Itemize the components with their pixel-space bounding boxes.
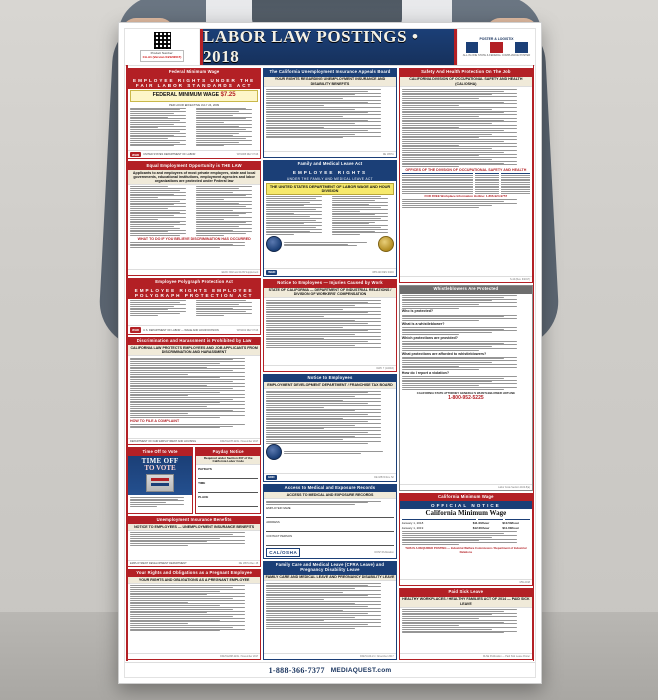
panel-subtitle: EMPLOYMENT DEVELOPMENT DEPARTMENT / FRANCHISE TAX BOARD [264,382,395,389]
payday-field-input[interactable] [198,501,258,507]
panel-lead-text [402,295,530,308]
agency-name: EMPLOYMENT DEVELOPMENT DEPARTMENT [130,561,187,565]
panel-text-block [196,186,259,235]
panel-subtitle: Applicants to and employees of most private employers, state and local governments, educational institutions, employment agencies and labor organizations are protected under Federal law [128,170,260,185]
vote-headline-1: TIME OFF [141,456,179,465]
document-code: S-10 (Rev. 9/2017) [509,277,530,281]
flag-icon [466,42,528,53]
document-code: DFEH-100-21 / November 2017 [359,655,394,658]
panel-text-block [130,186,193,235]
panel-agency-footer [264,473,395,481]
wage-label: FEDERAL MINIMUM WAGE [152,92,220,99]
panel-unemployment-insurance-benefits [127,516,261,567]
district-office-table [402,173,530,193]
document-code: Labor Code Section 1102.8(a) [498,485,530,489]
panel-banner: OFFICIAL NOTICE [400,501,532,508]
payday-field-input[interactable] [198,473,258,479]
product-number-label: Product Number: [150,51,174,56]
panel-title: Notice to Employees [264,375,395,383]
panel-text-block [266,196,328,234]
vote-headline-2: TO VOTE [144,463,176,472]
agency-name: U.S. DEPARTMENT OF LABOR — WAGE AND HOUR DIVISION [143,328,219,332]
panel-title: Time Off to Vote [128,448,192,456]
panel-text-block [130,585,258,631]
payday-field-input[interactable] [198,487,258,493]
payday-field-label: TIME [198,481,206,486]
table-row [402,187,530,188]
panel-agency-footer [400,579,532,585]
department-seal-icon [266,236,282,252]
panel-text-block [130,424,258,428]
panel-equal-employment-opportunity [127,161,261,275]
record-field-label: EMPLOYER NAME [266,505,291,510]
panel-section-heading: Who is protected? [401,309,434,314]
labor-law-poster [118,22,542,684]
panel-text-block [130,108,193,146]
poster-brand: POSTER & LOGISTIX [479,37,514,41]
company-logo [331,667,392,674]
document-code: DFEH-E09P-ENG / November 2017 [220,655,259,658]
panel-family-and-medical-leave-act [263,160,396,277]
panel-text-block [284,451,393,454]
panel-section-heading: How do I report a violation? [401,370,450,375]
panel-employee-polygraph-protection-act [127,278,261,335]
panel-text-block [402,609,530,633]
record-field-label: ADDRESS [266,519,280,524]
panel-title: Family and Medical Leave Act [264,161,395,169]
panel-notice-to-employees [263,374,396,482]
panel-agency-footer [128,438,260,444]
panel-notice-to-employees-injuries [263,279,396,372]
table-row [402,177,530,178]
table-row [402,191,530,192]
document-code: DOSH Publication [374,550,394,554]
panel-text-block [196,108,259,146]
panel-rights-obligations-pregnant-employee [127,569,261,660]
table-row [402,526,530,530]
table-row [402,193,530,194]
panel-agency-footer [128,653,260,659]
document-code: DE 1857A [382,152,394,156]
panel-note: THIS IS A REQUIRED POSTING — Industrial Welfare Commission / Department of Industrial Relations [405,545,527,554]
document-code: DE 1857A Rev. 52 [374,475,394,479]
document-code: WH1462 REV 07/16 [236,328,259,332]
panel-subtitle: CALIFORNIA DIVISION OF OCCUPATIONAL SAFETY AND HEALTH (CAL/OSHA) [400,77,532,88]
table-row [402,189,530,190]
panel-subtitle: HEALTHY WORKPLACES / HEALTHY FAMILIES ACT OF 2014 — PAID SICK LEAVE [400,597,532,608]
panel-text-block [266,583,393,629]
panel-banner: EMPLOYEE RIGHTS EMPLOYEE POLYGRAPH PROTECTION ACT [128,286,260,298]
panel-agency-footer [400,484,532,490]
panel-section-heading: Which protections are provided? [401,335,458,340]
panel-text-block [402,357,530,370]
panel-text-block [266,300,393,347]
document-code: EEOC 9/02 and 11/09 Supplement [221,270,259,274]
panel-title: Your Rights and Obligations as a Pregnant Employee [128,570,260,578]
column-left [127,68,261,660]
hotline-title: CALIFORNIA STATE ATTORNEY GENERAL'S WHISTLEBLOWER HOTLINE [416,390,515,395]
column-middle [263,68,396,660]
table-header-row [402,173,530,174]
panel-subtitle: CALIFORNIA LAW PROTECTS EMPLOYEES AND JOB APPLICANTS FROM DISCRIMINATION AND HARASSMENT [128,345,260,356]
document-code: WH1420 REV 04/16 [372,270,394,274]
minimum-wage-band [130,90,258,101]
poster-title: LABOR LAW POSTINGS • 2018 [203,27,419,66]
panel-agency-footer [128,150,260,158]
panel-unemployment-insurance-notice [263,68,396,158]
hotline-number: 1-800-952-5225 [448,394,484,401]
panel-subtitle: NOTICE TO EMPLOYEES — UNEMPLOYMENT INSURANCE BENEFITS [128,524,260,531]
panel-safety-and-health-protection [399,68,533,283]
panel-text-block [130,358,258,418]
document-code: MW-2018 [519,581,530,585]
panel-agency-footer [400,276,532,282]
poster-brand-sub: ALL-IN-ONE STATE & FEDERAL COMPLIANCE POSTER [462,54,531,57]
panel-payday-notice [195,447,261,513]
panel-banner: EMPLOYEE RIGHTS UNDER THE FAIR LABOR STANDARDS ACT [128,77,260,89]
table-row [402,182,530,183]
panel-agency-footer [128,325,260,333]
agency-name: UNITED STATES DEPARTMENT OF LABOR [143,153,196,157]
panel-section-heading: What protections are afforded to whistleblowers? [401,351,487,356]
agency-tag: WHD [132,152,140,157]
panel-banner: EMPLOYEE RIGHTS [264,168,395,175]
poster-footer [125,662,535,677]
payday-field-label: PLACE [198,495,209,500]
panel-text-block [402,89,530,167]
agency-name: DEPARTMENT OF FAIR EMPLOYMENT AND HOUSING [130,440,197,444]
panel-title: Federal Minimum Wage [128,69,260,77]
poster-header-left [125,29,200,65]
document-code: DLSE Publication — Paid Sick Leave Poster [482,655,530,659]
panel-subtitle: Required under Section 207 of the California Labor Code [196,456,260,465]
panel-agency-footer [264,268,395,276]
panel-section-heading: WHAT TO DO IF YOU BELIEVE DISCRIMINATION HAS OCCURRED [137,236,251,241]
document-code: DWC 7 (1/2016) [376,366,394,370]
table-row [402,175,530,176]
panel-title: Unemployment Insurance Benefits [128,517,260,525]
document-code: DFEH-E07P-ENG / November 2017 [220,440,259,444]
company-logo-primary: MEDIA [330,666,353,674]
panel-title: The California Unemployment Insurance Appeals Board [264,69,395,77]
panel-title: Safety And Health Protection On The Job [400,69,532,77]
record-field-input[interactable] [266,512,393,518]
poster-header-right [457,29,535,65]
panel-text-block [402,327,530,335]
table-row [402,521,530,525]
panel-title: Whistleblowers Are Protected [400,286,532,294]
wage-effective-date: January 1, 2018 [401,520,424,525]
panel-family-care-medical-leave [263,561,396,660]
panel-text-block [402,315,530,321]
panel-subtitle: FAMILY CARE AND MEDICAL LEAVE AND PREGNANCY DISABILITY LEAVE [265,575,395,580]
wage-value: $7.25 [220,92,236,99]
panel-agency-footer [264,151,395,157]
agency-tag: EDD [268,475,275,480]
agency-tag: WHD [132,328,140,333]
panel-california-minimum-wage [399,493,533,586]
department-seal-icon [266,444,282,460]
panel-access-to-medical-exposure-records [263,484,396,559]
vote-payday-row [127,447,261,513]
payday-field-label: PAYDAYS [198,467,212,472]
panel-text-block [284,242,375,246]
record-field-input[interactable] [266,540,393,546]
table-row [402,179,530,180]
poster-right-rule [533,65,535,661]
panel-section-heading: What is a whistleblower? [401,321,445,326]
panel-title: Paid Sick Leave [400,589,532,597]
column-right [399,68,533,660]
hotline-text: FOR FREE Workplace Information Hotline: 1-866-924-9757 [424,194,508,199]
minimum-wage-table [402,519,530,530]
record-field-input[interactable] [266,526,393,532]
panel-title: Employee Polygraph Protection Act [128,279,260,287]
poster-title-banner [200,29,457,65]
minimum-wage-headline: California Minimum Wage [425,509,507,518]
panel-agency-footer [400,653,532,659]
cal-osha-logo: CAL/OSHA [266,548,300,557]
panel-title: Access to Medical and Exposure Records [264,485,395,493]
wage-large-employer: $12.00/hour [472,525,490,530]
poster-body [125,66,535,662]
panel-title: California Minimum Wage [400,494,532,502]
panel-text-block [266,89,393,138]
panel-agency-footer [264,653,395,659]
panel-agency-footer [264,365,395,371]
panel-text-block [130,242,258,248]
product-number-value: CA-A1 (Version 04/12/2017) [142,55,182,59]
panel-title: Equal Employment Opportunity is THE LAW [128,162,260,170]
panel-subtitle: YOUR RIGHTS AND OBLIGATIONS AS A PREGNANT EMPLOYEE [128,577,260,584]
product-number-block [140,50,185,62]
panel-text-block [402,376,530,389]
support-phone-number: 1-888-366-7377 [268,665,325,675]
panel-text-block [402,531,530,544]
wage-small-employer: $10.50/hour [502,520,520,525]
wage-effective-date: PER HOUR EFFECTIVE JULY 24, 2009 [169,102,220,107]
poster-left-rule [126,65,128,661]
poster-header [125,29,535,66]
panel-time-off-to-vote [127,447,193,513]
wage-effective-date: January 1, 2019 [401,525,424,530]
table-header-row [402,519,530,520]
panel-subtitle: ACCESS TO MEDICAL AND EXPOSURE RECORDS [264,492,395,499]
panel-text-block [402,199,530,207]
ballot-box-icon [146,474,174,492]
panel-text-block [130,497,190,507]
panel-text-block [196,300,259,315]
panel-subtitle: YOUR RIGHTS REGARDING UNEMPLOYMENT INSURANCE AND DISABILITY BENEFITS [264,77,395,88]
panel-text-block [332,196,394,234]
panel-subtitle: STATE OF CALIFORNIA — DEPARTMENT OF INDUSTRIAL RELATIONS / DIVISION OF WORKERS' COMPENSATION [264,288,395,299]
document-code: DE 1857A Rev. 45 [238,561,259,565]
qr-code-icon [154,32,171,49]
panel-federal-minimum-wage [127,68,261,159]
table-row [402,180,530,181]
document-code: WH1088 REV 07/16 [236,153,259,157]
panel-text-block [266,391,393,444]
panel-title: Family Care and Medical Leave (CFRA Leave) and Pregnancy Disability Leave [264,562,395,574]
panel-whistleblowers-are-protected [399,285,533,491]
wage-small-employer: $11.00/hour [502,525,519,530]
panel-table-title: OFFICES OF THE DIVISION OF OCCUPATIONAL SAFETY AND HEALTH [405,167,527,172]
table-row [402,186,530,187]
panel-text-block [130,532,258,545]
panel-text-block [402,341,530,351]
panel-banner-sub: UNDER THE FAMILY AND MEDICAL LEAVE ACT [264,176,395,182]
panel-text-block [130,300,193,315]
company-logo-accent: QUEST.com [352,666,392,674]
panel-discrimination-and-harassment-prohibited [127,337,261,446]
panel-agency-footer [128,560,260,566]
panel-section-heading: HOW TO FILE A COMPLAINT [130,418,180,423]
panel-title: Discrimination and Harassment is Prohibited by Law [128,338,260,346]
agency-tag: WHD [268,270,276,275]
wage-large-employer: $11.00/hour [472,520,490,525]
panel-paid-sick-leave [399,588,533,660]
record-field-label: CONTACT PERSON [266,533,293,538]
department-seal-icon [378,236,394,252]
panel-title: Notice to Employees — Injuries Caused by Work [264,280,395,288]
panel-agency-footer [128,269,260,275]
panel-highlight: THE UNITED STATES DEPARTMENT OF LABOR WAGE AND HOUR DIVISION [266,183,393,195]
table-row [402,184,530,185]
vote-graphic [128,456,192,495]
panel-title: Payday Notice [196,448,260,456]
